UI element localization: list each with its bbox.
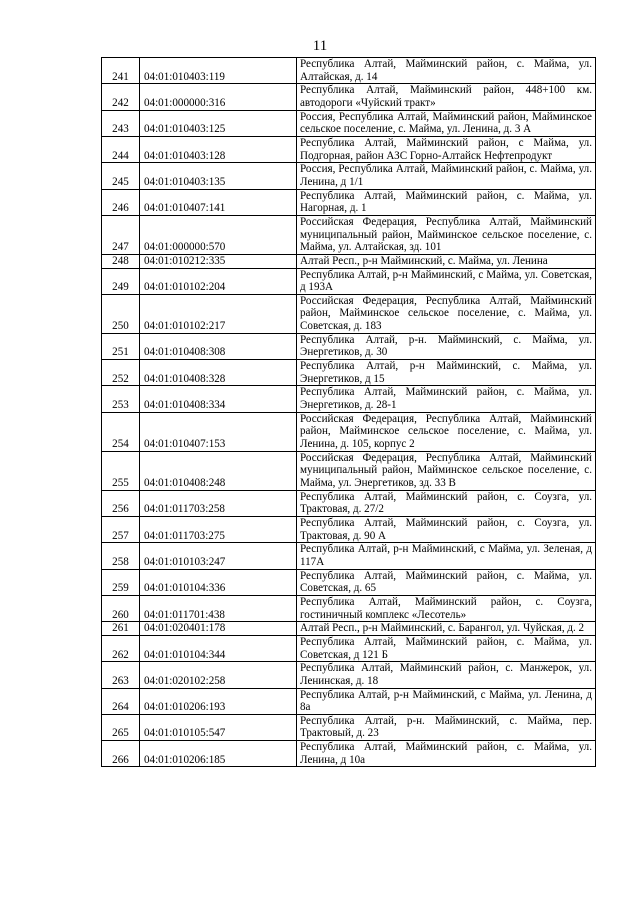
address-cell: Республика Алтай, р-н Майминский, с. Майма, ул. Энергетиков, д 15 bbox=[297, 360, 596, 386]
row-number-cell: 251 bbox=[102, 333, 140, 359]
address-cell: Республика Алтай, Майминский район, с. Майма, ул. Нагорная, д. 1 bbox=[297, 189, 596, 215]
table-row bbox=[102, 110, 596, 136]
address-cell: Республика Алтай, Майминский район, с. Майма, ул. Советская, д 121 Б bbox=[297, 635, 596, 661]
cadastral-number-cell: 04:01:010102:204 bbox=[140, 268, 297, 294]
address-cell: Российская Федерация, Республика Алтай, Майминский муниципальный район, Майминское сельское поселение, с. Майма, ул. Энергетиков, зд. 33 В bbox=[297, 451, 596, 490]
row-number-cell: 243 bbox=[102, 110, 140, 136]
table-row bbox=[102, 333, 596, 359]
row-number-cell: 245 bbox=[102, 163, 140, 189]
cadastral-number-cell: 04:01:010403:119 bbox=[140, 58, 297, 84]
row-number-cell: 256 bbox=[102, 490, 140, 516]
table-row bbox=[102, 268, 596, 294]
cadastral-number-cell: 04:01:020102:258 bbox=[140, 662, 297, 688]
address-cell: Алтай Респ., р-н Майминский, с. Барангол, ул. Чуйская, д. 2 bbox=[297, 622, 596, 636]
row-number-cell: 263 bbox=[102, 662, 140, 688]
row-number-cell: 247 bbox=[102, 215, 140, 254]
row-number-cell: 257 bbox=[102, 516, 140, 542]
table-row bbox=[102, 622, 596, 636]
table-row bbox=[102, 714, 596, 740]
cadastral-number-cell: 04:01:010212:335 bbox=[140, 254, 297, 268]
property-table bbox=[101, 57, 596, 767]
table-row bbox=[102, 386, 596, 412]
cadastral-number-cell: 04:01:010408:248 bbox=[140, 451, 297, 490]
cadastral-number-cell: 04:01:000000:570 bbox=[140, 215, 297, 254]
table-row bbox=[102, 84, 596, 110]
cadastral-number-cell: 04:01:010403:128 bbox=[140, 136, 297, 162]
cadastral-number-cell: 04:01:010408:334 bbox=[140, 386, 297, 412]
table-row bbox=[102, 662, 596, 688]
cadastral-number-cell: 04:01:010206:193 bbox=[140, 688, 297, 714]
table-row bbox=[102, 360, 596, 386]
table-row bbox=[102, 189, 596, 215]
row-number-cell: 265 bbox=[102, 714, 140, 740]
page-number: 11 bbox=[312, 38, 328, 54]
table-row bbox=[102, 58, 596, 84]
address-cell: Республика Алтай, р-н Майминский, с Майма, ул. Зеленая, д 117А bbox=[297, 543, 596, 569]
address-cell: Республика Алтай, Майминский район, с. Соузга, ул. Трактовая, д. 27/2 bbox=[297, 490, 596, 516]
row-number-cell: 246 bbox=[102, 189, 140, 215]
address-cell: Республика Алтай, Майминский район, с. Майма, ул. Энергетиков, д. 28-1 bbox=[297, 386, 596, 412]
cadastral-number-cell: 04:01:010105:547 bbox=[140, 714, 297, 740]
table-row bbox=[102, 635, 596, 661]
row-number-cell: 260 bbox=[102, 595, 140, 621]
cadastral-number-cell: 04:01:010206:185 bbox=[140, 741, 297, 767]
table-row bbox=[102, 490, 596, 516]
row-number-cell: 248 bbox=[102, 254, 140, 268]
table-row bbox=[102, 741, 596, 767]
cadastral-number-cell: 04:01:010403:135 bbox=[140, 163, 297, 189]
address-cell: Республика Алтай, р-н Майминский, с Майма, ул. Ленина, д 8а bbox=[297, 688, 596, 714]
cadastral-number-cell: 04:01:010408:328 bbox=[140, 360, 297, 386]
address-cell: Республика Алтай, Майминский район, с. Манжерок, ул. Ленинская, д. 18 bbox=[297, 662, 596, 688]
address-cell: Республика Алтай, Майминский район, 448+100 км. автодороги «Чуйский тракт» bbox=[297, 84, 596, 110]
row-number-cell: 242 bbox=[102, 84, 140, 110]
table-row bbox=[102, 543, 596, 569]
row-number-cell: 266 bbox=[102, 741, 140, 767]
cadastral-number-cell: 04:01:011701:438 bbox=[140, 595, 297, 621]
table-row bbox=[102, 254, 596, 268]
address-cell: Республика Алтай, р-н. Майминский, с. Майма, ул. Энергетиков, д. 30 bbox=[297, 333, 596, 359]
address-cell: Российская Федерация, Республика Алтай, Майминский район, Майминское сельское поселение, с. Майма, ул. Советская, д. 183 bbox=[297, 294, 596, 333]
row-number-cell: 250 bbox=[102, 294, 140, 333]
cadastral-number-cell: 04:01:010407:153 bbox=[140, 412, 297, 451]
table-row bbox=[102, 451, 596, 490]
address-cell: Республика Алтай, Майминский район, с. Соузга, гостиничный комплекс «Лесотель» bbox=[297, 595, 596, 621]
table-row bbox=[102, 688, 596, 714]
table-row bbox=[102, 516, 596, 542]
row-number-cell: 249 bbox=[102, 268, 140, 294]
row-number-cell: 253 bbox=[102, 386, 140, 412]
row-number-cell: 241 bbox=[102, 58, 140, 84]
address-cell: Россия, Республика Алтай, Майминский район, с. Майма, ул. Ленина, д 1/1 bbox=[297, 163, 596, 189]
property-table-container bbox=[101, 57, 596, 767]
address-cell: Республика Алтай, Майминский район, с. Майма, ул. Алтайская, д. 14 bbox=[297, 58, 596, 84]
address-cell: Алтай Респ., р-н Майминский, с. Майма, ул. Ленина bbox=[297, 254, 596, 268]
table-row bbox=[102, 569, 596, 595]
cadastral-number-cell: 04:01:000000:316 bbox=[140, 84, 297, 110]
cadastral-number-cell: 04:01:011703:275 bbox=[140, 516, 297, 542]
address-cell: Республика Алтай, Майминский район, с. Соузга, ул. Трактовая, д. 90 А bbox=[297, 516, 596, 542]
row-number-cell: 264 bbox=[102, 688, 140, 714]
cadastral-number-cell: 04:01:010403:125 bbox=[140, 110, 297, 136]
address-cell: Республика Алтай, р-н. Майминский, с. Майма, пер. Трактовый, д. 23 bbox=[297, 714, 596, 740]
address-cell: Республика Алтай, Майминский район, с. Майма, ул. Ленина, д 10а bbox=[297, 741, 596, 767]
address-cell: Российская Федерация, Республика Алтай, Майминский муниципальный район, Майминское сельское поселение, с. Майма, ул. Алтайская, зд. 101 bbox=[297, 215, 596, 254]
table-row bbox=[102, 136, 596, 162]
table-row bbox=[102, 163, 596, 189]
property-table-body bbox=[102, 58, 596, 767]
cadastral-number-cell: 04:01:020401:178 bbox=[140, 622, 297, 636]
row-number-cell: 255 bbox=[102, 451, 140, 490]
row-number-cell: 261 bbox=[102, 622, 140, 636]
cadastral-number-cell: 04:01:010104:336 bbox=[140, 569, 297, 595]
cadastral-number-cell: 04:01:010102:217 bbox=[140, 294, 297, 333]
address-cell: Российская Федерация, Республика Алтай, Майминский район, Майминское сельское поселение, с. Майма, ул. Ленина, д. 105, корпус 2 bbox=[297, 412, 596, 451]
row-number-cell: 244 bbox=[102, 136, 140, 162]
cadastral-number-cell: 04:01:010408:308 bbox=[140, 333, 297, 359]
row-number-cell: 259 bbox=[102, 569, 140, 595]
table-row bbox=[102, 294, 596, 333]
address-cell: Россия, Республика Алтай, Майминский район, Майминское сельское поселение, с. Майма, ул. Ленина, д. 3 А bbox=[297, 110, 596, 136]
row-number-cell: 254 bbox=[102, 412, 140, 451]
cadastral-number-cell: 04:01:010104:344 bbox=[140, 635, 297, 661]
table-row bbox=[102, 215, 596, 254]
cadastral-number-cell: 04:01:011703:258 bbox=[140, 490, 297, 516]
address-cell: Республика Алтай, р-н Майминский, с Майма, ул. Советская, д 193А bbox=[297, 268, 596, 294]
address-cell: Республика Алтай, Майминский район, с. Майма, ул. Советская, д. 65 bbox=[297, 569, 596, 595]
row-number-cell: 262 bbox=[102, 635, 140, 661]
cadastral-number-cell: 04:01:010103:247 bbox=[140, 543, 297, 569]
row-number-cell: 252 bbox=[102, 360, 140, 386]
table-row bbox=[102, 412, 596, 451]
row-number-cell: 258 bbox=[102, 543, 140, 569]
cadastral-number-cell: 04:01:010407:141 bbox=[140, 189, 297, 215]
table-row bbox=[102, 595, 596, 621]
address-cell: Республика Алтай, Майминский район, с Майма, ул. Подгорная, район АЗС Горно-Алтайск Нефтепродукт bbox=[297, 136, 596, 162]
